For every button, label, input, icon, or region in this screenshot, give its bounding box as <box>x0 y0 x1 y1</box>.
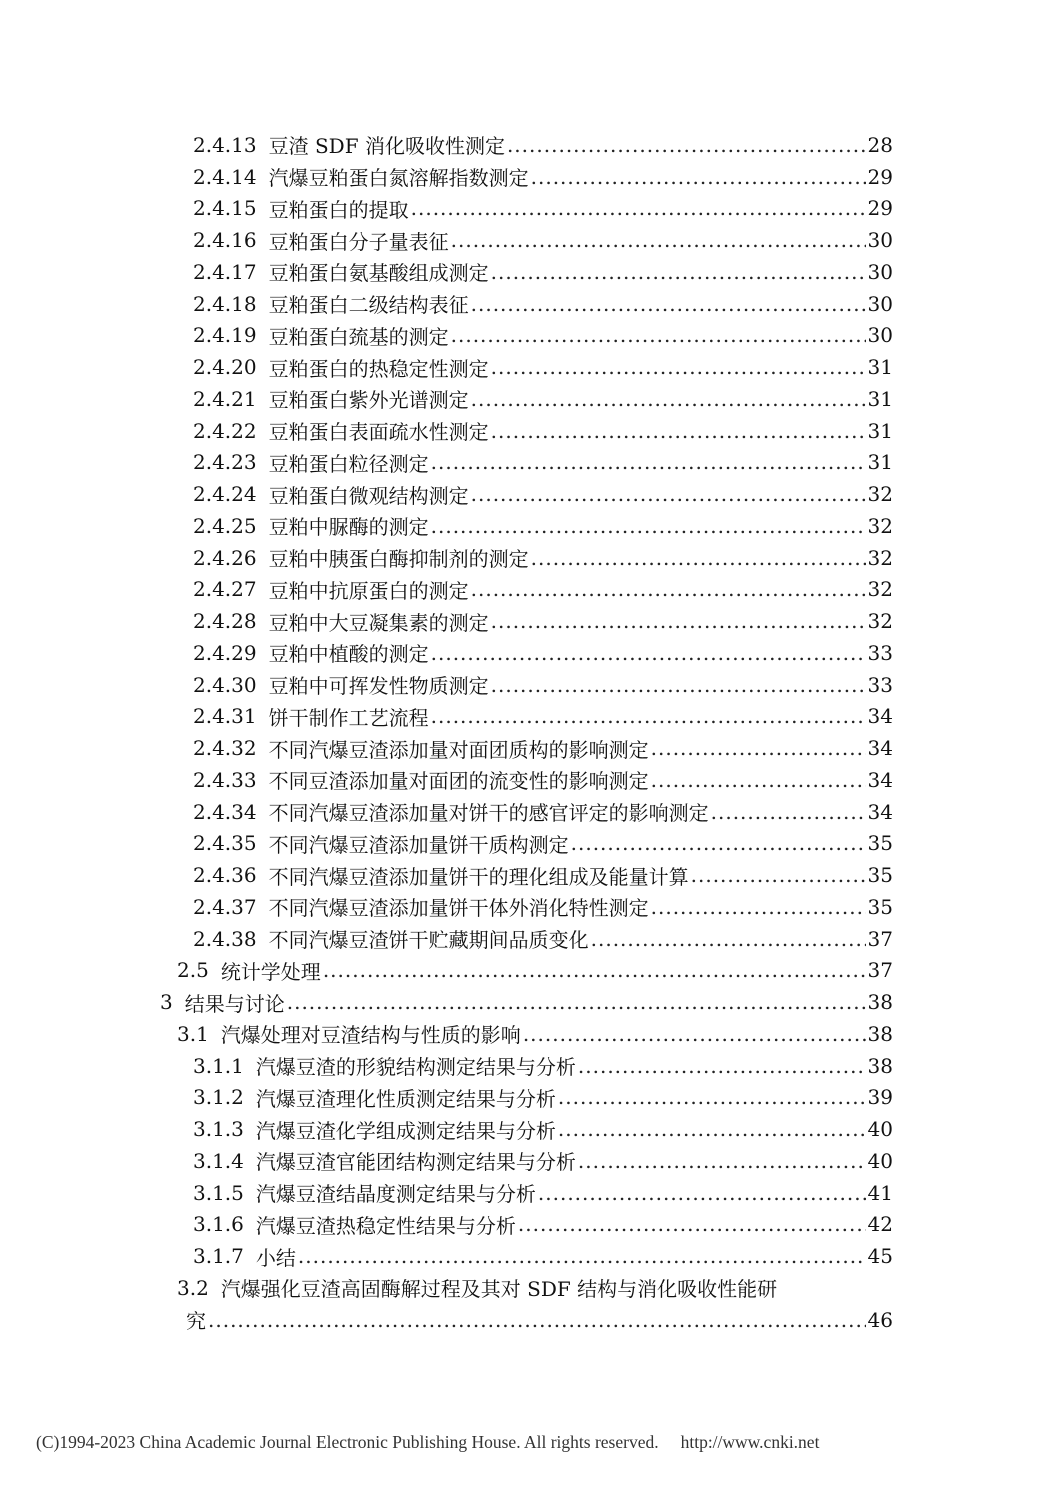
toc-entry-title-continued: 究 <box>186 1309 206 1334</box>
toc-entry[interactable] <box>0 510 1051 542</box>
dot-leader <box>531 546 866 570</box>
copyright-footer <box>36 1432 1026 1453</box>
toc-entry-title: 豆粕中胰蛋白酶抑制剂的测定 <box>268 547 529 572</box>
dot-leader <box>208 1308 866 1332</box>
toc-entry-page: 40 <box>867 1117 893 1142</box>
toc-entry-page: 37 <box>867 958 893 983</box>
toc-entry-number: 2.4.35 <box>193 831 257 856</box>
toc-entry-page: 42 <box>867 1212 893 1237</box>
toc-entry-page: 30 <box>867 291 893 316</box>
toc-entry[interactable] <box>0 669 1051 701</box>
toc-entry[interactable] <box>0 1018 1051 1050</box>
toc-entry[interactable] <box>0 129 1051 161</box>
toc-entry-page: 32 <box>867 577 893 602</box>
toc-entry-title: 豆粕蛋白的提取 <box>268 197 409 222</box>
toc-entry-page: 38 <box>867 990 893 1015</box>
toc-entry-number: 3.1.3 <box>193 1117 244 1142</box>
toc-entry-number: 3 <box>160 990 173 1015</box>
toc-entry-page: 45 <box>867 1244 893 1269</box>
toc-entry-number: 3.2 <box>177 1275 209 1300</box>
toc-entry-title: 统计学处理 <box>220 959 321 984</box>
toc-entry-title: 不同汽爆豆渣添加量饼干质构测定 <box>268 832 569 857</box>
toc-entry[interactable] <box>0 1177 1051 1209</box>
toc-entry-title: 不同汽爆豆渣添加量饼干体外消化特性测定 <box>268 896 649 921</box>
toc-entry-title: 不同汽爆豆渣饼干贮藏期间品质变化 <box>268 928 589 953</box>
toc-entry[interactable] <box>0 637 1051 669</box>
dot-leader <box>591 927 866 951</box>
toc-entry-number: 2.4.28 <box>193 609 257 634</box>
toc-entry-page: 34 <box>867 704 893 729</box>
toc-entry-page: 38 <box>867 1053 893 1078</box>
dot-leader <box>471 482 866 506</box>
toc-entry[interactable] <box>0 574 1051 606</box>
toc-entry-number: 2.5 <box>177 958 209 983</box>
toc-entry-page: 38 <box>867 1021 893 1046</box>
toc-entry-title: 不同汽爆豆渣添加量对面团质构的影响测定 <box>268 737 649 762</box>
dot-leader <box>287 990 866 1014</box>
toc-entry-page: 31 <box>867 418 893 443</box>
toc-entry-number: 2.4.15 <box>193 196 257 221</box>
dot-leader <box>651 736 866 760</box>
toc-entry-page: 41 <box>867 1180 893 1205</box>
toc-entry-title: 汽爆豆渣热稳定性结果与分析 <box>255 1213 516 1238</box>
toc-entry-number: 2.4.32 <box>193 736 257 761</box>
toc-entry-title: 汽爆豆渣结晶度测定结果与分析 <box>255 1182 536 1207</box>
toc-entry-page: 34 <box>867 767 893 792</box>
dot-leader <box>571 831 866 855</box>
toc-entry-page: 30 <box>867 323 893 348</box>
toc-entry-page: 32 <box>867 513 893 538</box>
toc-entry-number: 2.4.24 <box>193 482 257 507</box>
toc-entry[interactable] <box>0 288 1051 320</box>
toc-entry[interactable] <box>0 256 1051 288</box>
toc-entry-number: 2.4.37 <box>193 894 257 919</box>
toc-entry-title: 汽爆豆渣化学组成测定结果与分析 <box>255 1118 556 1143</box>
toc-entry-title: 豆粕蛋白的热稳定性测定 <box>268 356 489 381</box>
toc-entry[interactable] <box>0 415 1051 447</box>
dot-leader <box>507 133 866 157</box>
toc-entry-title: 汽爆豆渣官能团结构测定结果与分析 <box>255 1150 576 1175</box>
toc-entry-number: 2.4.33 <box>193 767 257 792</box>
dot-leader <box>471 577 866 601</box>
toc-entry-title: 豆粕蛋白表面疏水性测定 <box>268 420 489 445</box>
toc-entry-page: 31 <box>867 386 893 411</box>
dot-leader <box>558 1117 866 1141</box>
dot-leader <box>471 292 866 316</box>
dot-leader <box>431 641 866 665</box>
dot-leader <box>491 260 866 284</box>
toc-entry[interactable] <box>0 701 1051 733</box>
toc-entry[interactable] <box>0 1082 1051 1114</box>
dot-leader <box>558 1085 866 1109</box>
toc-entry-number: 2.4.30 <box>193 672 257 697</box>
toc-entry-title: 豆粕蛋白氨基酸组成测定 <box>268 261 489 286</box>
toc-entry-title: 饼干制作工艺流程 <box>268 705 429 730</box>
toc-entry-title: 汽爆处理对豆渣结构与性质的影响 <box>220 1023 521 1048</box>
toc-entry-number: 2.4.20 <box>193 355 257 380</box>
toc-entry-title: 豆粕蛋白二级结构表征 <box>268 293 469 318</box>
toc-entry-title: 汽爆强化豆渣高固酶解过程及其对 SDF 结构与消化吸收性能研 <box>220 1277 778 1302</box>
toc-entry-number: 2.4.13 <box>193 132 257 157</box>
dot-leader <box>431 514 866 538</box>
toc-entry[interactable] <box>0 542 1051 574</box>
toc-entry-page: 46 <box>867 1307 893 1332</box>
toc-entry-page: 35 <box>867 831 893 856</box>
toc-entry[interactable] <box>0 224 1051 256</box>
toc-entry[interactable] <box>0 193 1051 225</box>
toc-entry-title: 豆粕中脲酶的测定 <box>268 515 429 540</box>
dot-leader <box>531 165 866 189</box>
dot-leader <box>578 1149 866 1173</box>
toc-entry-title: 豆粕蛋白紫外光谱测定 <box>268 388 469 413</box>
toc-entry-page: 32 <box>867 545 893 570</box>
toc-entry-page: 31 <box>867 450 893 475</box>
table-of-contents <box>0 129 1051 1336</box>
toc-entry-number: 2.4.21 <box>193 386 257 411</box>
toc-entry-title: 豆粕中抗原蛋白的测定 <box>268 578 469 603</box>
toc-entry-number: 2.4.19 <box>193 323 257 348</box>
copyright-text: (C)1994-2023 China Academic Journal Electronic Publishing House. All rights reserved. <box>36 1432 659 1452</box>
dot-leader <box>711 800 866 824</box>
toc-entry-page: 34 <box>867 799 893 824</box>
dot-leader <box>431 704 866 728</box>
dot-leader <box>691 863 866 887</box>
toc-entry[interactable] <box>0 1209 1051 1241</box>
toc-entry-number: 2.4.23 <box>193 450 257 475</box>
toc-entry-number: 2.4.17 <box>193 259 257 284</box>
toc-entry[interactable] <box>0 859 1051 891</box>
toc-entry-number: 2.4.29 <box>193 640 257 665</box>
dot-leader <box>451 228 866 252</box>
toc-entry-title: 豆粕蛋白巯基的测定 <box>268 324 449 349</box>
toc-entry-title: 小结 <box>255 1245 296 1270</box>
dot-leader <box>491 355 866 379</box>
toc-entry-title: 不同汽爆豆渣添加量对饼干的感官评定的影响测定 <box>268 801 709 826</box>
dot-leader <box>491 673 866 697</box>
dot-leader <box>298 1244 866 1268</box>
toc-entry-title: 豆渣 SDF 消化吸收性测定 <box>268 134 505 159</box>
footer-url[interactable]: http://www.cnki.net <box>680 1432 820 1452</box>
toc-entry-title: 豆粕蛋白微观结构测定 <box>268 483 469 508</box>
dot-leader <box>651 895 866 919</box>
dot-leader <box>518 1212 866 1236</box>
toc-entry-page: 33 <box>867 672 893 697</box>
toc-entry-page: 37 <box>867 926 893 951</box>
dot-leader <box>651 768 866 792</box>
toc-entry-title: 不同汽爆豆渣添加量饼干的理化组成及能量计算 <box>268 864 689 889</box>
toc-entry-number: 3.1 <box>177 1021 209 1046</box>
toc-entry-title: 汽爆豆渣的形貌结构测定结果与分析 <box>255 1055 576 1080</box>
dot-leader <box>411 196 866 220</box>
toc-entry[interactable] <box>0 161 1051 193</box>
toc-entry-page: 32 <box>867 609 893 634</box>
toc-entry[interactable] <box>0 1145 1051 1177</box>
toc-entry[interactable] <box>0 1240 1051 1272</box>
toc-entry-number: 3.1.7 <box>193 1244 244 1269</box>
dot-leader <box>523 1022 866 1046</box>
toc-entry[interactable] <box>0 986 1051 1018</box>
toc-entry[interactable] <box>0 1113 1051 1145</box>
toc-entry-page: 40 <box>867 1148 893 1173</box>
toc-entry-number: 3.1.6 <box>193 1212 244 1237</box>
toc-entry-number: 2.4.18 <box>193 291 257 316</box>
toc-entry[interactable] <box>0 351 1051 383</box>
toc-entry-number: 2.4.27 <box>193 577 257 602</box>
toc-entry-number: 3.1.4 <box>193 1148 244 1173</box>
dot-leader <box>578 1054 866 1078</box>
toc-entry-title: 豆粕中植酸的测定 <box>268 642 429 667</box>
dot-leader <box>323 958 866 982</box>
toc-entry-page: 39 <box>867 1085 893 1110</box>
toc-entry-page: 34 <box>867 736 893 761</box>
toc-entry-page: 30 <box>867 228 893 253</box>
toc-entry[interactable] <box>0 478 1051 510</box>
toc-entry-number: 2.4.34 <box>193 799 257 824</box>
dot-leader <box>538 1181 866 1205</box>
toc-entry-number: 2.4.25 <box>193 513 257 538</box>
toc-entry-page: 35 <box>867 894 893 919</box>
toc-entry-number: 2.4.26 <box>193 545 257 570</box>
toc-entry[interactable] <box>0 605 1051 637</box>
toc-entry-title: 汽爆豆渣理化性质测定结果与分析 <box>255 1086 556 1111</box>
dot-leader <box>491 609 866 633</box>
toc-entry-number: 2.4.22 <box>193 418 257 443</box>
toc-entry-title: 豆粕蛋白粒径测定 <box>268 451 429 476</box>
toc-entry[interactable] <box>0 447 1051 479</box>
toc-entry[interactable] <box>0 923 1051 955</box>
toc-entry-page: 35 <box>867 863 893 888</box>
toc-entry-number: 2.4.16 <box>193 228 257 253</box>
dot-leader <box>451 323 866 347</box>
toc-entry[interactable] <box>0 1050 1051 1082</box>
toc-entry[interactable] <box>0 828 1051 860</box>
toc-entry[interactable] <box>0 732 1051 764</box>
toc-entry[interactable] <box>0 383 1051 415</box>
toc-entry-continuation[interactable] <box>0 1304 1051 1336</box>
toc-entry-page: 31 <box>867 355 893 380</box>
toc-entry-number: 2.4.31 <box>193 704 257 729</box>
toc-entry-title: 结果与讨论 <box>184 991 285 1016</box>
toc-entry-number: 3.1.2 <box>193 1085 244 1110</box>
toc-entry[interactable] <box>0 891 1051 923</box>
toc-entry-page: 29 <box>867 196 893 221</box>
toc-entry[interactable] <box>0 1272 1051 1304</box>
toc-entry-title: 汽爆豆粕蛋白氮溶解指数测定 <box>268 166 529 191</box>
toc-entry-title: 不同豆渣添加量对面团的流变性的影响测定 <box>268 769 649 794</box>
toc-entry[interactable] <box>0 764 1051 796</box>
dot-leader <box>491 419 866 443</box>
toc-entry-page: 29 <box>867 164 893 189</box>
toc-entry[interactable] <box>0 320 1051 352</box>
toc-entry-number: 2.4.38 <box>193 926 257 951</box>
toc-entry-number: 3.1.1 <box>193 1053 244 1078</box>
toc-entry-title: 豆粕蛋白分子量表征 <box>268 229 449 254</box>
dot-leader <box>471 387 866 411</box>
toc-entry-page: 28 <box>867 132 893 157</box>
toc-entry-page: 30 <box>867 259 893 284</box>
toc-entry-number: 3.1.5 <box>193 1180 244 1205</box>
toc-entry-number: 2.4.36 <box>193 863 257 888</box>
toc-entry[interactable] <box>0 796 1051 828</box>
toc-entry-title: 豆粕中可挥发性物质测定 <box>268 674 489 699</box>
dot-leader <box>431 450 866 474</box>
toc-entry-page: 33 <box>867 640 893 665</box>
toc-entry-page: 32 <box>867 482 893 507</box>
toc-entry[interactable] <box>0 955 1051 987</box>
toc-entry-title: 豆粕中大豆凝集素的测定 <box>268 610 489 635</box>
toc-entry-number: 2.4.14 <box>193 164 257 189</box>
